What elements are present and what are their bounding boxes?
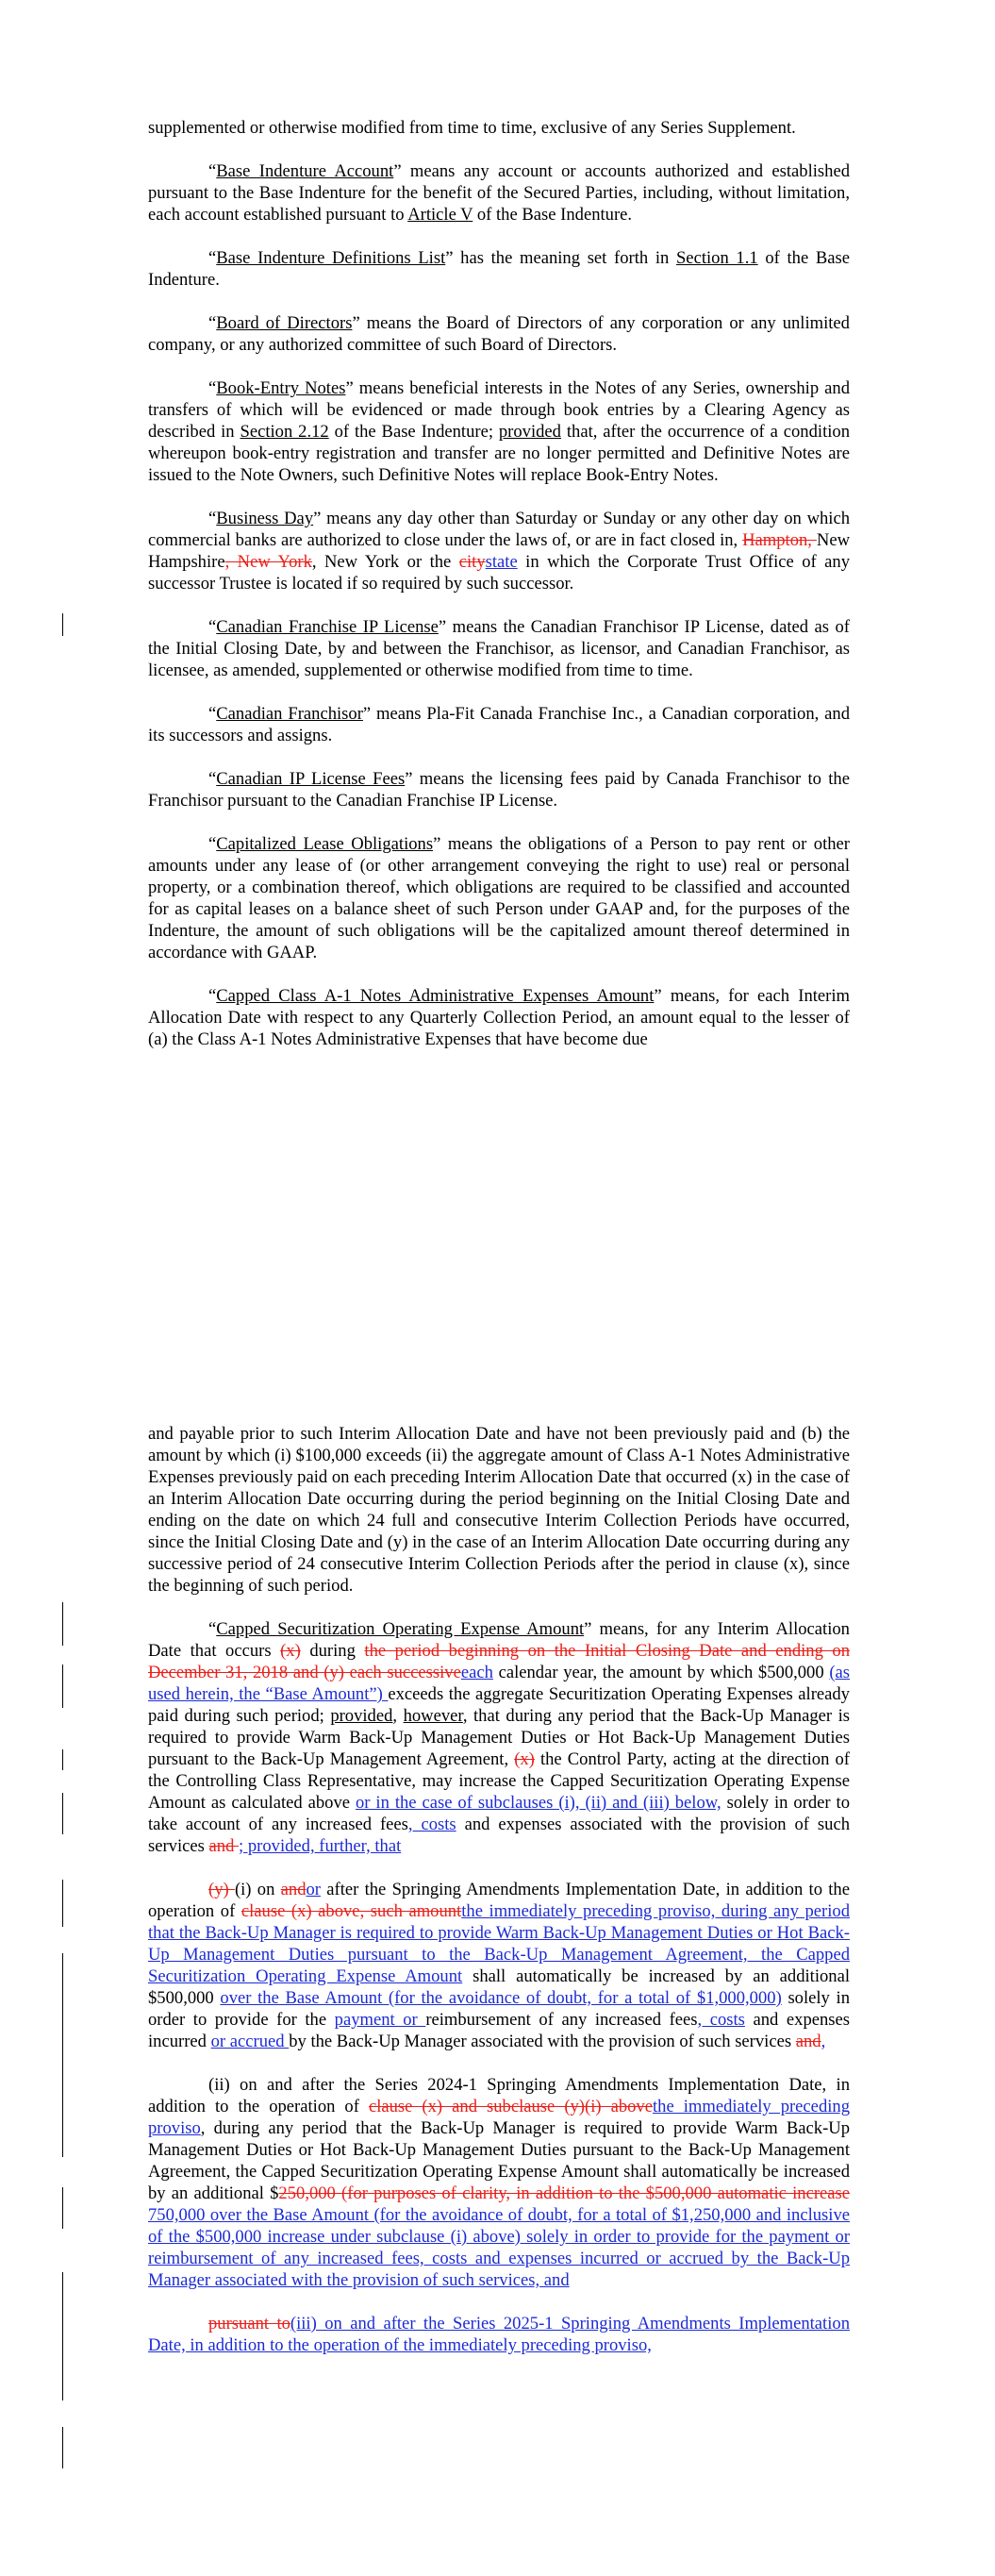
inserted-text: ; provided, further, that	[239, 1836, 402, 1856]
subclause-i: (y) (i) on andor after the Springing Amendments Implementation Date, in addition to the operation of clause (x) above, such amountthe immediately preceding proviso, during any period that the Back-Up Manager is required to provide Warm Back-Up Management Duties or Hot Back-Up Management Duties pursuant to the Back-Up Management Agreement, the Capped Securitization Operating Expense Amount shall automatically be increased by an additional $500,000 over the Base Amount (for the avoidance of doubt, for a total of $1,000,000) solely in order to provide for the payment or reimbursement of any increased fees, costs and expenses incurred or accrued by the Back-Up Manager associated with the provision of such services and,	[148, 1880, 851, 2051]
inserted-text: ,	[821, 2032, 826, 2051]
inserted-text: (iii) on and after the Series 2025-1 Springing Amendments Implementation Date, in addition to the operation of the immediately preceding proviso,	[148, 2314, 850, 2355]
subclause-ii: (ii) on and after the Series 2024-1 Springing Amendments Implementation Date, in addition to the operation of clause (x) and subclause (y)(i) abovethe immediately preceding proviso, during any period that the Back-Up Manager is required to provide Warm Back-Up Management Duties or Hot Back-Up Management Duties pursuant to the Back-Up Management Agreement, the Capped Securitization Operating Expense Amount shall automatically be increased by an additional $250,000 (for purposes of clarity, in addition to the $500,000 automatic increase 750,000 over the Base Amount (for the avoidance of doubt, for a total of $1,250,000 and inclusive of the $500,000 increase under subclause (i) above) solely in order to provide for the payment or reimbursement of any increased fees, costs and expenses incurred or accrued by the Back-Up Manager associated with the provision of such services, and	[148, 2075, 851, 2290]
subclause-iii	[148, 2313, 850, 2356]
definition-canadian-franchisor: “Canadian Franchisor” means Pla-Fit Canada Franchise Inc., a Canadian corporation, and its successors and assigns.	[148, 704, 851, 745]
inserted-text: over the Base Amount (for the avoidance of doubt, for a total of $1,000,000)	[220, 1988, 782, 2008]
change-bar	[62, 1664, 63, 1708]
change-bar	[62, 1953, 63, 2157]
definition-capitalized-lease-obligations: “Capitalized Lease Obligations” means the obligations of a Person to pay rent or other amounts under any lease of (or other arrangement conveying the right to use) real or personal property, or a combination thereof, which obligations are required to be classified and accounted for as capital leases on a balance sheet of such Person under GAAP and, for the purposes of the Indenture, the amount of such obligations will be the capitalized amount thereof determined in accordance with GAAP.	[148, 834, 850, 962]
definition-capped-securitization-operating-expense: “Capped Securitization Operating Expense Amount” means, for any Interim Allocation Date that occurs (x) during the period beginning on the Initial Closing Date and ending on December 31, 2018 and (y) each successiveeach calendar year, the amount by which $500,000 (as used herein, the “Base Amount”) exceeds the aggregate Securitization Operating Expenses already paid during such period; provided, however, that during any period that the Back-Up Manager is required to provide Warm Back-Up Management Duties or Hot Back-Up Management Duties pursuant to the Back-Up Management Agreement, (x) the Control Party, acting at the direction of the Controlling Class Representative, may increase the Capped Securitization Operating Expense Amount as calculated above or in the case of subclauses (i), (ii) and (iii) below, solely in order to take account of any increased fees, costs and expenses associated with the provision of such services and ; provided, further, that	[148, 1619, 851, 1856]
deleted-text: Hampton,	[742, 530, 817, 550]
deleted-text: and	[795, 2032, 821, 2051]
cross-reference: Article V	[407, 205, 473, 225]
deleted-text: clause (x) and subclause (y)(i) above	[368, 2097, 653, 2116]
change-bar	[62, 2427, 63, 2468]
change-bar	[62, 1793, 63, 1834]
defined-term: Base Indenture Definitions List	[216, 248, 446, 268]
cross-reference: Section 1.1	[675, 248, 758, 268]
inserted-text: or in the case of subclauses (i), (ii) and (iii) below,	[355, 1793, 721, 1813]
defined-term: Canadian IP License Fees	[216, 769, 406, 789]
inserted-text: (as used herein, the “Base Amount”)	[148, 1663, 851, 1704]
inserted-text: 750,000 over the Base Amount (for the avoidance of doubt, for a total of $1,250,000 and inclusive of the $500,000 increase under subclause (i) above) solely in order to provide for the payment or reimbursement of any increased fees, costs and expenses incurred or accrued by the Back-Up Manager associated with the provision of such services, and	[148, 2205, 850, 2290]
definition-base-indenture-account: “Base Indenture Account” means any account or accounts authorized and established pursuant to the Base Indenture for the benefit of the Secured Parties, including, without limitation, each account established pursuant to Article V of the Base Indenture.	[148, 161, 850, 225]
inserted-text: or accrued	[210, 2032, 290, 2051]
deleted-text: (x)	[280, 1641, 301, 1661]
inserted-text: each	[460, 1663, 493, 1682]
document-page-2	[148, 1423, 850, 2378]
change-bar	[62, 1880, 63, 1927]
defined-term: Base Indenture Account	[216, 161, 394, 181]
deleted-text: city	[458, 552, 486, 572]
change-bar	[62, 613, 63, 636]
inserted-text: the immediately preceding proviso	[148, 2097, 850, 2138]
inserted-text: , costs	[697, 2010, 745, 2030]
inserted-text: state	[485, 552, 518, 572]
definition-canadian-ip-license-fees: “Canadian IP License Fees” means the licensing fees paid by Canada Franchisor to the Franchisor pursuant to the Canadian Franchise IP License.	[148, 769, 850, 811]
definition-business-day: “Business Day” means any day other than Saturday or Sunday or any other day on which commercial banks are authorized to close under the laws of, or are in fact closed in, Hampton, New Hampshire, New York, New York or the citystate in which the Corporate Trust Office of any successor Trustee is located if so required by such successor.	[148, 509, 851, 594]
deleted-text: and	[208, 1836, 240, 1856]
proviso-term: provided	[330, 1706, 393, 1726]
deleted-text: pursuant to	[208, 2314, 290, 2333]
defined-term: Canadian Franchise IP License	[216, 617, 439, 637]
deleted-text: and	[280, 1880, 307, 1899]
deleted-text: (y)	[208, 1880, 235, 1899]
inserted-text: or	[306, 1880, 321, 1899]
paragraph-continuation: and payable prior to such Interim Allocation Date and have not been previously paid and (b) the amount by which (i) $100,000 exceeds (ii) the aggregate amount of Class A-1 Notes Administrative Expenses previously paid on each preceding Interim Allocation Date that occurred (x) in the case of an Interim Allocation Date occurring during the period beginning on the Initial Closing Date and ending on the date on which 24 full and consecutive Interim Collection Periods have occurred, since the Initial Closing Date and (y) in the case of an Interim Allocation Date occurring during any successive period of 24 consecutive Interim Collection Periods after the period in clause (x), since the beginning of such period.	[148, 1424, 850, 1596]
cross-reference: Section 2.12	[240, 422, 329, 442]
deleted-text: the period beginning on the Initial Closing Date and ending on December 31, 2018 and (y) each successive	[148, 1641, 850, 1682]
document-page-1	[148, 117, 850, 1072]
change-bar	[62, 1602, 63, 1646]
defined-term: Book-Entry Notes	[216, 378, 346, 398]
change-bar	[62, 2272, 63, 2400]
definition-board-of-directors: “Board of Directors” means the Board of Directors of any corporation or any unlimited company, or any authorized committee of such Board of Directors.	[148, 313, 850, 355]
definition-book-entry-notes: “Book-Entry Notes” means beneficial interests in the Notes of any Series, ownership and transfers of which will be evidenced or made through book entries by a Clearing Agency as described in Section 2.12 of the Base Indenture; provided that, after the occurrence of a condition whereupon book-entry registration and transfer are no longer permitted and Definitive Notes are issued to the Note Owners, such Definitive Notes will replace Book-Entry Notes.	[148, 378, 851, 485]
change-bar	[62, 2187, 63, 2229]
deleted-text: clause (x) above, such amount	[240, 1901, 462, 1921]
definition-base-indenture-definitions-list: “Base Indenture Definitions List” has the meaning set forth in Section 1.1 of the Base Indenture.	[148, 248, 851, 290]
deleted-text: , New York	[224, 552, 312, 572]
inserted-text: the immediately preceding proviso, during any period that the Back-Up Manager is required to provide Warm Back-Up Management Duties or Hot Back-Up Management Duties pursuant to the Back-Up Management Agreement, the Capped Securitization Operating Expense Amount	[148, 1901, 850, 1986]
defined-term: Capped Securitization Operating Expense Amount	[216, 1619, 585, 1639]
change-bar	[62, 1749, 63, 1770]
definition-capped-class-a1-notes-admin-expenses: “Capped Class A-1 Notes Administrative Expenses Amount” means, for each Interim Allocation Date with respect to any Quarterly Collection Period, an amount equal to the lesser of (a) the Class A-1 Notes Administrative Expenses that have become due	[148, 986, 850, 1049]
defined-term: Capped Class A-1 Notes Administrative Expenses Amount	[216, 986, 655, 1006]
deleted-text: (x)	[514, 1749, 535, 1769]
defined-term: Canadian Franchisor	[216, 704, 363, 724]
paragraph-continuation: supplemented or otherwise modified from time to time, exclusive of any Series Supplement.	[148, 118, 796, 138]
defined-term: Capitalized Lease Obligations	[216, 834, 434, 854]
proviso-term: provided	[498, 422, 561, 442]
defined-term: Business Day	[216, 509, 314, 528]
inserted-text: , costs	[407, 1815, 456, 1834]
deleted-text: 250,000 (for purposes of clarity, in addition to the $500,000 automatic increase	[278, 2183, 851, 2203]
defined-term: Board of Directors	[216, 313, 353, 333]
proviso-term: however	[403, 1706, 463, 1726]
inserted-text: payment or	[334, 2010, 426, 2030]
definition-canadian-franchise-ip-license: “Canadian Franchise IP License” means the Canadian Franchisor IP License, dated as of the Initial Closing Date, by and between the Franchisor, as licensor, and Canadian Franchisor, as licensee, as amended, supplemented or otherwise modified from time to time.	[148, 617, 850, 680]
